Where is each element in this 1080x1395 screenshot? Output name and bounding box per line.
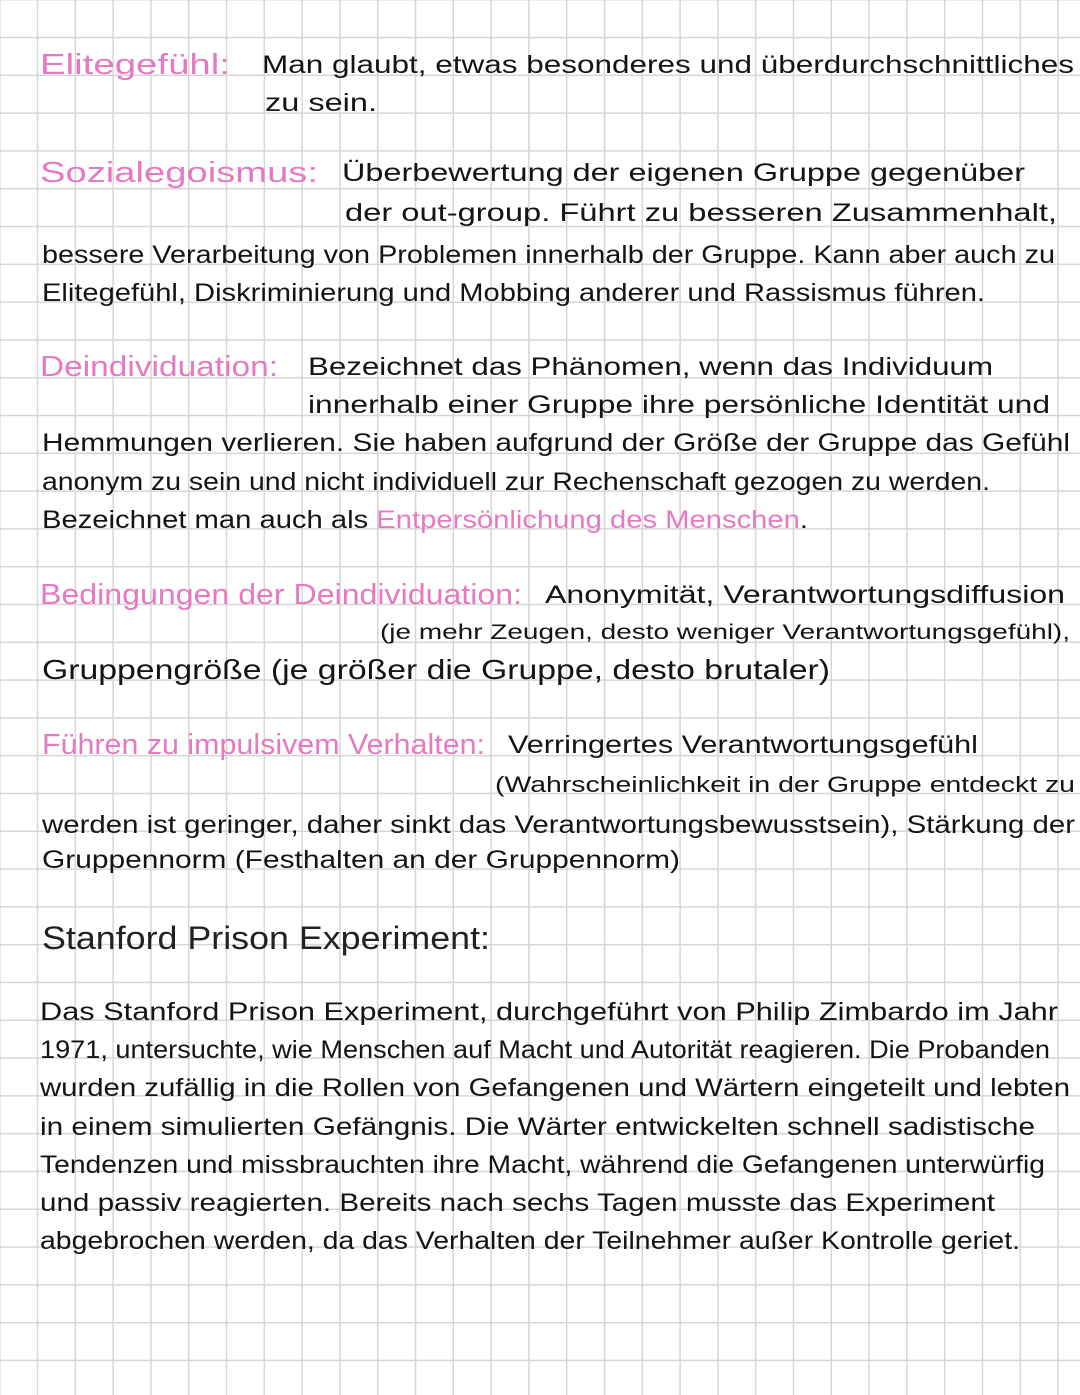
definition-line: Anonymität, Verantwortungsdiffusion xyxy=(545,581,1065,609)
definition-line: Man glaubt, etwas besonderes und überdurchschnittliches xyxy=(262,51,1074,79)
definition-line xyxy=(42,501,808,539)
term-impulsives-verhalten: Führen zu impulsivem Verhalten: xyxy=(42,729,485,761)
definition-line: innerhalb einer Gruppe ihre persönliche Identität und xyxy=(308,391,1050,419)
definition-line: Hemmungen verlieren. Sie haben aufgrund der Größe der Gruppe das Gefühl xyxy=(42,429,1070,457)
definition-line: der out-group. Führt zu besseren Zusammenhalt, xyxy=(345,199,1057,227)
term-bedingungen: Bedingungen der Deindividuation: xyxy=(40,579,522,611)
paragraph-line: abgebrochen werden, da das Verhalten der Teilnehmer außer Kontrolle geriet. xyxy=(40,1227,1020,1255)
definition-line: (Wahrscheinlichkeit in der Gruppe entdeckt zu xyxy=(495,772,1075,797)
definition-line: werden ist geringer, daher sinkt das Verantwortungsbewusstsein), Stärkung der xyxy=(42,811,1075,839)
definition-line: (je mehr Zeugen, desto weniger Verantwortungsgefühl), xyxy=(380,621,1070,644)
definition-line: Gruppengröße (je größer die Gruppe, desto brutaler) xyxy=(42,654,830,685)
paragraph-line: Das Stanford Prison Experiment, durchgeführt von Philip Zimbardo im Jahr xyxy=(40,998,1058,1026)
highlighted-term: Entpersönlichung des Menschen xyxy=(376,506,800,534)
term-deindividuation: Deindividuation: xyxy=(40,351,278,383)
term-sozialegoismus: Sozialegoismus: xyxy=(40,157,318,189)
paragraph-line: in einem simulierten Gefängnis. Die Wärter entwickelten schnell sadistische xyxy=(40,1113,1035,1141)
definition-line: anonym zu sein und nicht individuell zur Rechenschaft gezogen zu werden. xyxy=(42,468,990,496)
definition-line: Elitegefühl, Diskriminierung und Mobbing anderer und Rassismus führen. xyxy=(42,279,985,307)
definition-line: Bezeichnet das Phänomen, wenn das Individuum xyxy=(308,353,993,381)
paragraph-line: wurden zufällig in die Rollen von Gefangenen und Wärtern eingeteilt und lebten xyxy=(40,1074,1070,1102)
definition-line: Gruppennorm (Festhalten an der Gruppennorm) xyxy=(42,846,680,874)
definition-line: Verringertes Verantwortungsgefühl xyxy=(508,731,978,759)
term-elitegefuehl: Elitegefühl: xyxy=(40,49,230,81)
definition-line: bessere Verarbeitung von Problemen innerhalb der Gruppe. Kann aber auch zu xyxy=(42,241,1055,269)
definition-text: Bezeichnet man auch als xyxy=(42,506,377,534)
paragraph-line: und passiv reagierten. Bereits nach sechs Tagen musste das Experiment xyxy=(40,1189,995,1217)
heading-stanford: Stanford Prison Experiment: xyxy=(42,920,490,956)
definition-line: Überbewertung der eigenen Gruppe gegenüber xyxy=(342,159,1025,187)
paragraph-line: 1971, untersuchte, wie Menschen auf Macht und Autorität reagieren. Die Probanden xyxy=(40,1036,1050,1064)
paragraph-line: Tendenzen und missbrauchten ihre Macht, während die Gefangenen unterwürfig xyxy=(40,1151,1045,1179)
definition-line: zu sein. xyxy=(265,89,377,117)
definition-text: . xyxy=(799,506,808,534)
